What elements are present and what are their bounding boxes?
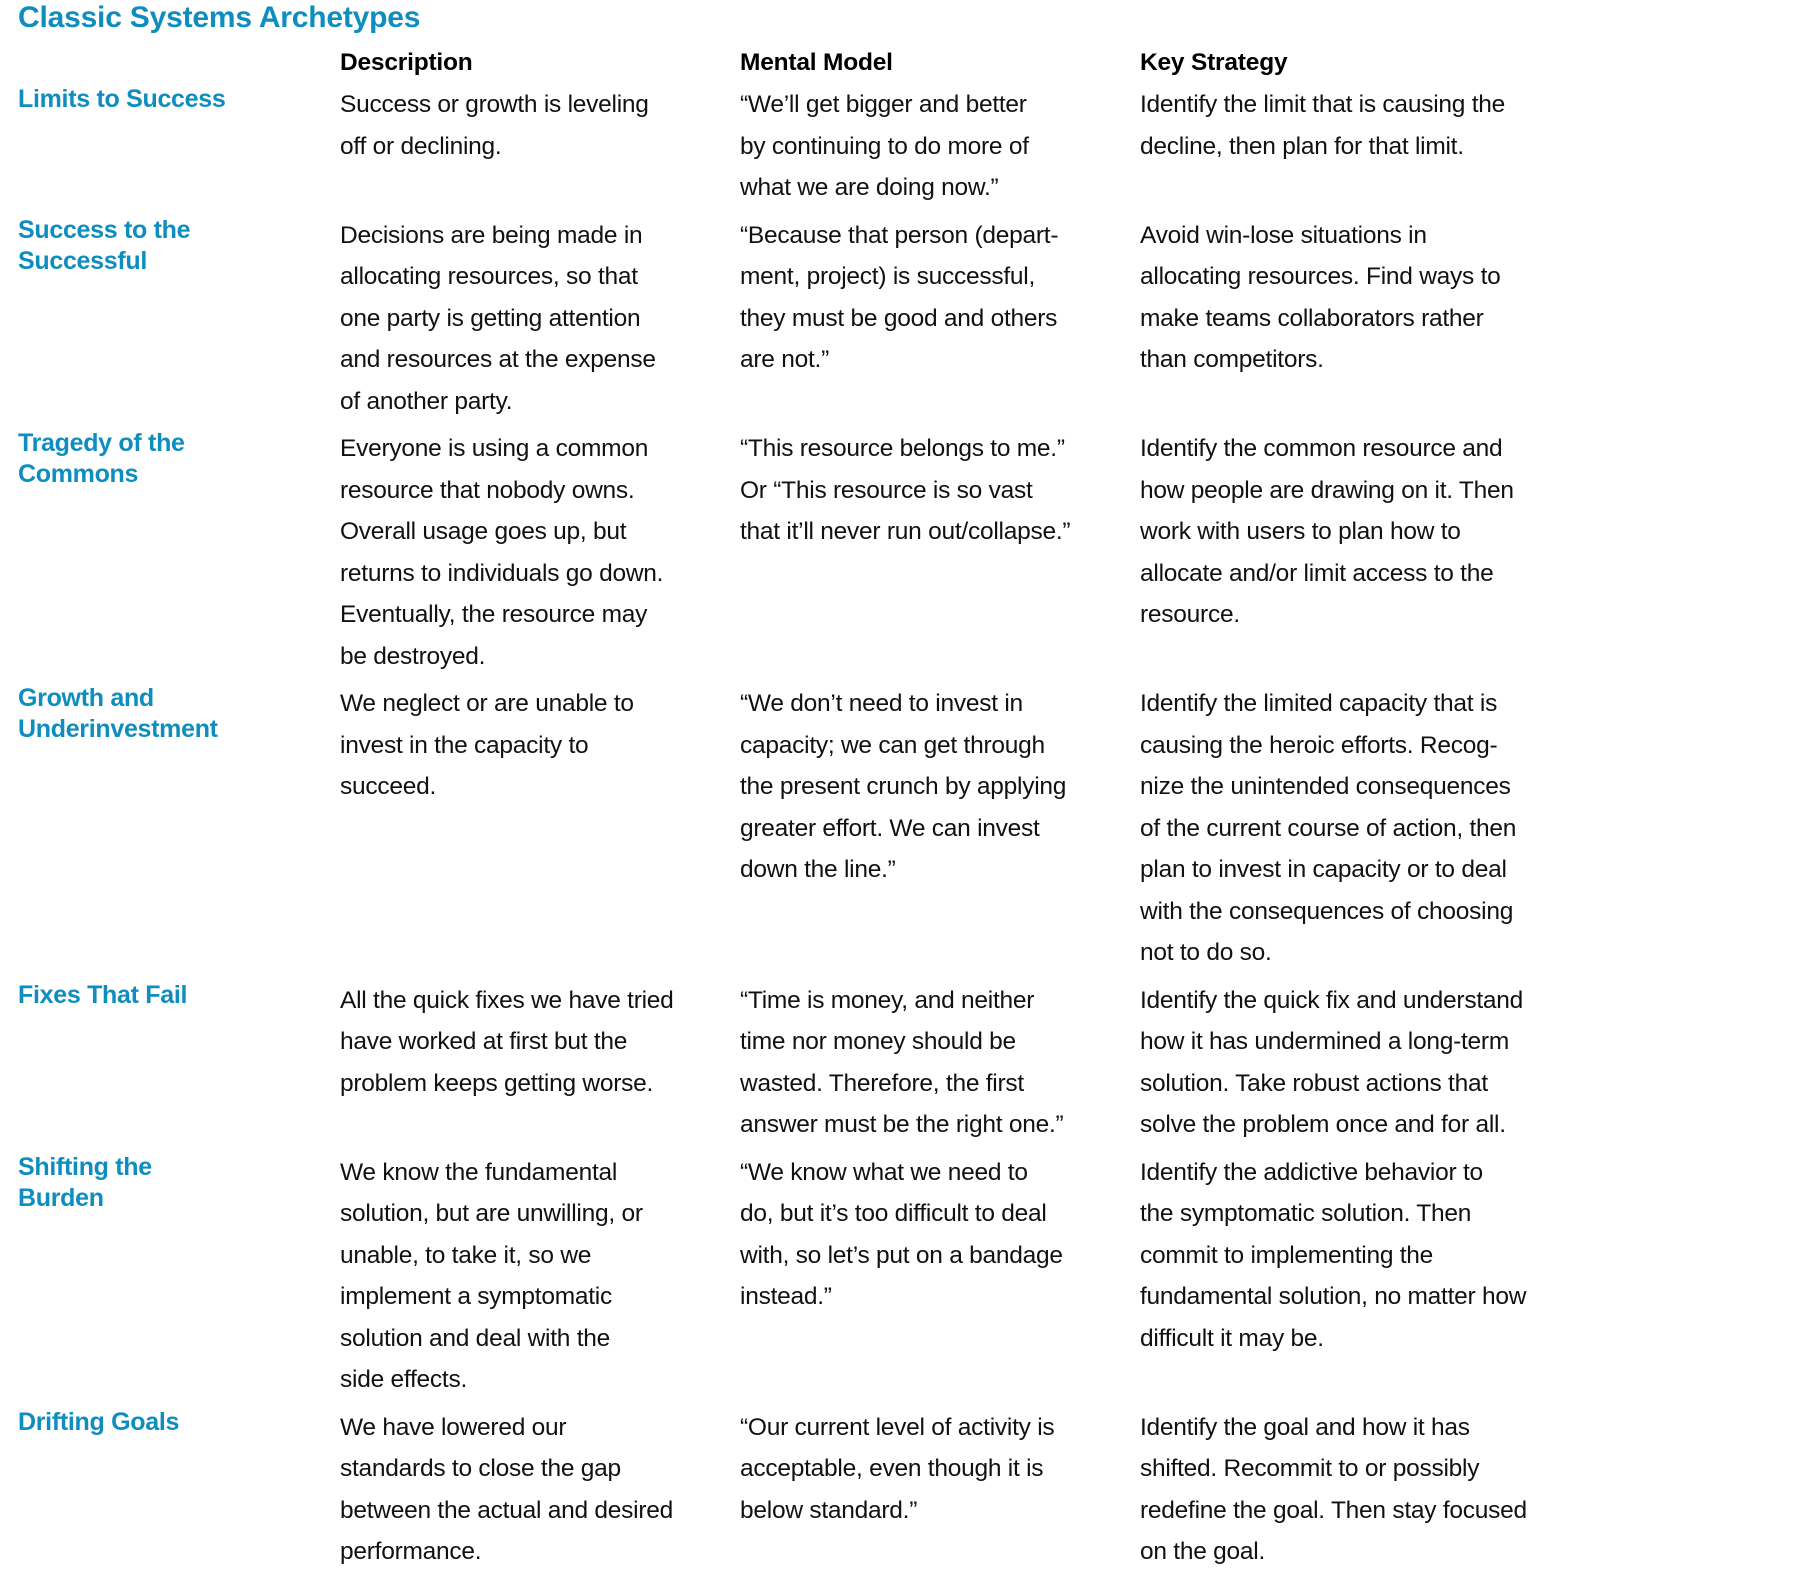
cell-description — [340, 428, 740, 677]
text-line: Growth and — [18, 684, 154, 712]
cell-description — [340, 215, 740, 423]
cell-description — [340, 1152, 740, 1401]
table-row — [0, 1152, 1800, 1401]
cell-archetype — [0, 980, 340, 1011]
text-line: “Time is money, and neither — [740, 986, 1035, 1014]
archetype-text — [18, 1407, 340, 1438]
text-line: “This resource belongs to me.” — [740, 435, 1065, 462]
text-line: We know the fundamental — [340, 1158, 618, 1186]
text-line: Successful — [18, 246, 148, 275]
text-line: Drifting Goals — [18, 1407, 180, 1436]
header-cell-archetype — [0, 48, 340, 49]
text-line: how people are drawing on it. Then — [1140, 476, 1514, 504]
text-line: nize the unintended consequences — [1140, 773, 1511, 800]
key-strategy-text — [1140, 1407, 1585, 1573]
table-header-row — [0, 48, 1800, 78]
text-line: they must be good and others — [740, 304, 1058, 332]
text-line: the symptomatic solution. Then — [1140, 1200, 1472, 1227]
text-line: “We know what we need to — [740, 1158, 1028, 1186]
text-line: Shifting the — [18, 1152, 152, 1181]
archetype-text — [18, 84, 340, 115]
table-row — [0, 980, 1800, 1146]
text-line: We have lowered our — [340, 1413, 567, 1441]
text-line: with the consequences of choosing — [1140, 897, 1514, 925]
page-title: Classic Systems Archetypes — [18, 1, 421, 34]
text-line: Overall usage goes up, but — [340, 518, 627, 545]
archetype-text — [18, 683, 340, 745]
cell-description — [340, 683, 740, 808]
text-line: unable, to take it, so we — [340, 1241, 592, 1269]
text-line: solve the problem once and for all. — [1140, 1111, 1506, 1138]
text-line: All the quick fixes we have tried — [340, 986, 674, 1014]
text-line: one party is getting attention — [340, 304, 641, 332]
text-line: Or “This resource is so vast — [740, 476, 1033, 504]
table-row — [0, 428, 1800, 677]
text-line: Everyone is using a common — [340, 435, 649, 462]
text-line: Eventually, the resource may — [340, 601, 648, 628]
text-line: Underinvestment — [18, 715, 218, 743]
text-line: Fixes That Fail — [18, 980, 188, 1009]
archetype-text — [18, 215, 340, 277]
text-line: of another party. — [340, 387, 513, 415]
description-text — [340, 1152, 740, 1401]
text-line: allocating resources, so that — [340, 263, 638, 290]
header-cell-description — [340, 48, 740, 78]
text-line: have worked at first but the — [340, 1028, 628, 1055]
mental-model-text — [740, 1407, 1140, 1532]
table-row — [0, 683, 1800, 974]
text-line: make teams collaborators rather — [1140, 304, 1484, 332]
text-line: performance. — [340, 1538, 482, 1565]
cell-mental-model — [740, 980, 1140, 1146]
description-text — [340, 980, 740, 1105]
text-line: Identify the limit that is causing the — [1140, 91, 1505, 118]
cell-mental-model — [740, 215, 1140, 381]
text-line: Tragedy of the — [18, 429, 185, 457]
text-line: “Because that person (depart- — [740, 221, 1059, 249]
mental-model-text — [740, 980, 1140, 1146]
cell-key-strategy — [1140, 1152, 1585, 1360]
archetype-text — [18, 980, 340, 1011]
text-line: standards to close the gap — [340, 1455, 621, 1482]
text-line: Burden — [18, 1183, 104, 1212]
table-row — [0, 84, 1800, 209]
text-line: wasted. Therefore, the first — [740, 1069, 1024, 1097]
text-line: capacity; we can get through — [740, 731, 1045, 759]
text-line: plan to invest in capacity or to deal — [1140, 856, 1507, 883]
text-line: down the line.” — [740, 856, 896, 883]
text-line: work with users to plan how to — [1140, 518, 1461, 545]
text-line: by continuing to do more of — [740, 132, 1029, 160]
key-strategy-text — [1140, 215, 1585, 381]
text-line: shifted. Recommit to or possibly — [1140, 1455, 1480, 1482]
header-cell-key-strategy — [1140, 48, 1585, 78]
text-line: difficult it may be. — [1140, 1324, 1324, 1352]
text-line: the present crunch by applying — [740, 773, 1067, 800]
cell-key-strategy — [1140, 428, 1585, 636]
cell-key-strategy — [1140, 1407, 1585, 1573]
text-line: that it’ll never run out/collapse.” — [740, 518, 1071, 545]
key-strategy-text — [1140, 683, 1585, 974]
key-strategy-text — [1140, 980, 1585, 1146]
cell-key-strategy — [1140, 980, 1585, 1146]
table-body — [0, 84, 1800, 1573]
text-line: solution, but are unwilling, or — [340, 1200, 643, 1227]
text-line: allocate and/or limit access to the — [1140, 559, 1494, 587]
archetype-text — [18, 1152, 340, 1214]
text-line: side effects. — [340, 1366, 468, 1393]
text-line: returns to individuals go down. — [340, 559, 664, 587]
text-line: Commons — [18, 460, 139, 488]
text-line: with, so let’s put on a bandage — [740, 1241, 1063, 1269]
text-line: on the goal. — [1140, 1538, 1266, 1565]
cell-mental-model — [740, 1407, 1140, 1532]
archetypes-table — [0, 48, 1800, 1573]
cell-archetype — [0, 84, 340, 115]
text-line: answer must be the right one.” — [740, 1111, 1064, 1138]
header-cell-mental-model — [740, 48, 1140, 78]
cell-description — [340, 1407, 740, 1573]
text-line: invest in the capacity to — [340, 731, 589, 759]
text-line: greater effort. We can invest — [740, 814, 1040, 842]
text-line: commit to implementing the — [1140, 1241, 1434, 1269]
cell-key-strategy — [1140, 84, 1585, 167]
cell-archetype — [0, 683, 340, 745]
text-line: Identify the limited capacity that is — [1140, 690, 1498, 717]
text-line: Identify the addictive behavior to — [1140, 1158, 1483, 1186]
key-strategy-text — [1140, 1152, 1585, 1360]
text-line: time nor money should be — [740, 1028, 1016, 1055]
text-line: Success to the — [18, 215, 191, 244]
text-line: resource that nobody owns. — [340, 476, 635, 504]
text-line: decline, then plan for that limit. — [1140, 132, 1464, 160]
description-text — [340, 428, 740, 677]
cell-archetype — [0, 1152, 340, 1214]
text-line: problem keeps getting worse. — [340, 1069, 654, 1097]
text-line: Identify the quick fix and understand — [1140, 986, 1524, 1014]
cell-key-strategy — [1140, 215, 1585, 381]
cell-description — [340, 980, 740, 1105]
text-line: acceptable, even though it is — [740, 1455, 1044, 1482]
description-text — [340, 1407, 740, 1573]
text-line: “We’ll get bigger and better — [740, 91, 1027, 118]
text-line: solution. Take robust actions that — [1140, 1069, 1488, 1097]
cell-description — [340, 84, 740, 167]
text-line: be destroyed. — [340, 642, 486, 670]
description-text — [340, 215, 740, 423]
text-line: fundamental solution, no matter how — [1140, 1283, 1527, 1310]
text-line: allocating resources. Find ways to — [1140, 263, 1501, 290]
text-line: and resources at the expense — [340, 346, 656, 373]
description-text — [340, 683, 740, 808]
mental-model-text — [740, 683, 1140, 891]
text-line: resource. — [1140, 601, 1240, 628]
text-line: solution and deal with the — [340, 1324, 610, 1352]
text-line: redefine the goal. Then stay focused — [1140, 1496, 1527, 1524]
text-line: off or declining. — [340, 132, 502, 160]
mental-model-text — [740, 215, 1140, 381]
cell-archetype — [0, 1407, 340, 1438]
text-line: Identify the goal and how it has — [1140, 1413, 1470, 1441]
text-line: Decisions are being made in — [340, 221, 643, 249]
text-line: “We don’t need to invest in — [740, 690, 1023, 717]
text-line: Identify the common resource and — [1140, 435, 1503, 462]
text-line: instead.” — [740, 1283, 832, 1310]
header-label-key-strategy: Key Strategy — [1140, 49, 1288, 76]
cell-archetype — [0, 215, 340, 277]
text-line: do, but it’s too difficult to deal — [740, 1200, 1047, 1227]
text-line: succeed. — [340, 773, 437, 800]
cell-mental-model — [740, 683, 1140, 891]
text-line: below standard.” — [740, 1496, 918, 1524]
key-strategy-text — [1140, 428, 1585, 636]
text-line: how it has undermined a long-term — [1140, 1028, 1509, 1055]
cell-key-strategy — [1140, 683, 1585, 974]
text-line: what we are doing now.” — [740, 174, 999, 201]
text-line: between the actual and desired — [340, 1496, 674, 1524]
text-line: causing the heroic efforts. Recog- — [1140, 731, 1498, 759]
text-line: of the current course of action, then — [1140, 814, 1517, 842]
text-line: implement a symptomatic — [340, 1283, 613, 1310]
table-row — [0, 215, 1800, 423]
cell-mental-model — [740, 1152, 1140, 1318]
text-line: than competitors. — [1140, 346, 1324, 373]
text-line: Limits to Success — [18, 85, 226, 113]
archetype-text — [18, 428, 340, 490]
mental-model-text — [740, 84, 1140, 209]
text-line: We neglect or are unable to — [340, 690, 634, 717]
header-label-description: Description — [340, 49, 473, 76]
cell-mental-model — [740, 428, 1140, 553]
header-label-mental-model: Mental Model — [740, 49, 893, 76]
table-row — [0, 1407, 1800, 1573]
cell-mental-model — [740, 84, 1140, 209]
text-line: are not.” — [740, 346, 829, 373]
mental-model-text — [740, 1152, 1140, 1318]
text-line: Avoid win-lose situations in — [1140, 221, 1427, 249]
text-line: ment, project) is successful, — [740, 263, 1036, 290]
text-line: Success or growth is leveling — [340, 91, 649, 118]
mental-model-text — [740, 428, 1140, 553]
key-strategy-text — [1140, 84, 1585, 167]
description-text — [340, 84, 740, 167]
text-line: “Our current level of activity is — [740, 1413, 1055, 1441]
text-line: not to do so. — [1140, 939, 1272, 966]
cell-archetype — [0, 428, 340, 490]
